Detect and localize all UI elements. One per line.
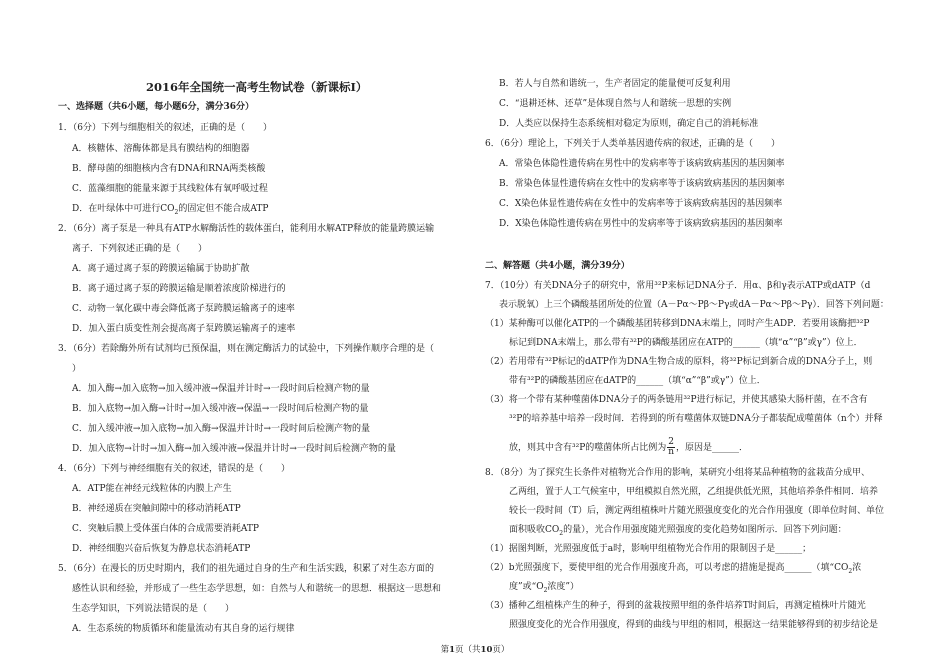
q2-stem-line2: 离子．下列叙述正确的是（ ） — [72, 244, 208, 254]
q1-stem: 1．（6分）下列与细胞相关的叙述，正确的是（ ） — [58, 123, 272, 133]
q5-option-d: D．人类应以保持生态系统相对稳定为原则，确定自己的消耗标准 — [499, 119, 759, 129]
q5-option-c: C．“退耕还林、还草”是体现自然与人和谐统一思想的实例 — [499, 99, 732, 109]
q1-option-c: C．蓝藻细胞的能量来源于其线粒体有氧呼吸过程 — [72, 184, 268, 194]
fraction: $\frac{2}{n}$ — [668, 437, 675, 457]
q1-option-d: D．在叶绿体中可进行$CO_2$的固定但不能合成ATP — [72, 204, 269, 216]
q4-stem: 4．（6分）下列与神经细胞有关的叙述，错误的是（ ） — [58, 464, 290, 474]
q7-line8: ³²P的培养基中培养一段时间．若得到的所有噬菌体双链DNA分子都装配成噬菌体（n个）并释 — [509, 414, 883, 424]
q6-option-b: B．常染色体显性遗传病在女性中的发病率等于该病致病基因的基因频率 — [499, 179, 785, 189]
q8-line4: 面积吸收$CO_2$的量），光合作用强度随光照强度的变化趋势如图所示．回答下列问题： — [509, 525, 847, 537]
q5-stem-line2: 感性认识和经验，并形成了一些生态学思想，如：自然与人和谐统一的思想．根据这一思想和 — [72, 584, 442, 594]
q2-option-d: D．加入蛋白质变性剂会提高离子泵跨膜运输离子的速率 — [72, 324, 296, 334]
q7-line6: 带有³²P的磷酸基团应在dATP的______（填“α”“β”或γ”）位上． — [509, 376, 766, 386]
q5-option-b: B．若人与自然和谐统一，生产者固定的能量便可反复利用 — [499, 79, 731, 89]
q2-option-a: A．离子通过离子泵的跨膜运输属于协助扩散 — [72, 264, 250, 274]
q2-option-b: B．离子通过离子泵的跨膜运输是顺着浓度阶梯进行的 — [72, 284, 286, 294]
q8-line9: 照强度变化的光合作用强度，得到的曲线与甲组的相同，根据这一结果能够得到的初步结论是 — [509, 620, 879, 630]
q3-stem-line2: ） — [72, 364, 82, 374]
q2-stem-line1: 2．（6分）离子泵是一种具有ATP水解酶活性的载体蛋白，能利用水解ATP释放的能量跨膜运输 — [58, 224, 435, 234]
q2-option-c: C．动物一氧化碳中毒会降低离子泵跨膜运输离子的速率 — [72, 304, 295, 314]
q6-option-c: C．X染色体显性遗传病在女性中的发病率等于该病致病基因的基因频率 — [499, 199, 783, 209]
q3-option-a: A．加入酶→加入底物→加入缓冲液→保温并计时→一段时间后检测产物的量 — [72, 384, 370, 394]
q8-line5: （1）据图判断，光照强度低于a时，影响甲组植物光合作用的限制因子是______； — [485, 544, 812, 554]
q7-line9: 放，则其中含有³²P的噬菌体所占比例为 $\frac{2}{n}$ ，原因是______． — [509, 437, 749, 457]
q6-stem: 6．（6分）理论上，下列关于人类单基因遗传病的叙述，正确的是（ ） — [485, 139, 780, 149]
q3-option-d: D．加入底物→计时→加入酶→加入缓冲液→保温并计时→一段时间后检测产物的量 — [72, 444, 396, 454]
q6-option-a: A．常染色体隐性遗传病在男性中的发病率等于该病致病基因的基因频率 — [499, 159, 785, 169]
q4-option-b: B．神经递质在突触间隙中的移动消耗ATP — [72, 504, 241, 514]
section2-heading: 二、解答题（共4小题，满分39分） — [485, 261, 630, 271]
q3-option-c: C．加入缓冲液→加入底物→加入酶→保温并计时→一段时间后检测产物的量 — [72, 424, 371, 434]
q3-option-b: B．加入底物→加入酶→计时→加入缓冲液→保温→一段时间后检测产物的量 — [72, 404, 369, 414]
q1-option-a: A．核糖体、溶酶体都是具有膜结构的细胞器 — [72, 144, 250, 154]
q7-line3: （1）某种酶可以催化ATP的一个磷酸基团转移到DNA末端上，同时产生ADP．若要用该酶把³²P — [485, 319, 870, 329]
q7-line7: （3）将一个带有某种噬菌体DNA分子的两条链用³²P进行标记，并使其感染大肠杆菌，在不含有 — [485, 395, 868, 405]
q4-option-c: C．突触后膜上受体蛋白体的合成需要消耗ATP — [72, 524, 259, 534]
q4-option-d: D．神经细胞兴奋后恢复为静息状态消耗ATP — [72, 544, 251, 554]
q7-line1: 7．（10分）有关DNA分子的研究中，常用³²P来标记DNA分子．用α、β和γ表示ATP或dATP（d — [485, 281, 871, 291]
q4-option-a: A．ATP能在神经元线粒体的内膜上产生 — [72, 484, 232, 494]
q6-option-d: D．X染色体隐性遗传病在男性中的发病率等于该病致病基因的基因频率 — [499, 219, 783, 229]
page-title: 2016年全国统一高考生物试卷（新课标Ⅰ） — [146, 80, 368, 94]
q5-option-a: A．生态系统的物质循环和能量流动有其自身的运行规律 — [72, 624, 295, 634]
q8-line3: 较长一段时间（T）后，测定两组植株叶片随光照强度变化的光合作用强度（即单位时间、单位 — [509, 506, 885, 516]
section1-heading: 一、选择题（共6小题，每小题6分，满分36分） — [58, 102, 255, 112]
q8-line8: （3）播种乙组植株产生的种子，得到的盆栽按照甲组的条件培养T时间后，再测定植株叶片随光 — [485, 601, 866, 611]
q7-line4: 标记到DNA末端上，那么带有³²P的磷酸基团应在ATP的______（填“α”“β”或γ”）位上． — [509, 338, 863, 348]
q5-stem-line1: 5．（6分）在漫长的历史时期内，我们的祖先通过自身的生产和生活实践，积累了对生态方面的 — [58, 564, 434, 574]
q5-stem-line3: 生态学知识，下列说法错误的是（ ） — [72, 604, 235, 614]
q8-line1: 8．（8分）为了探究生长条件对植物光合作用的影响，某研究小组将某品种植物的盆栽苗分成甲、 — [485, 468, 870, 478]
q1-option-b: B．酵母菌的细胞核内含有DNA和RNA两类核酸 — [72, 164, 266, 174]
q8-line7: 度”或“$O_2$浓度”） — [509, 582, 580, 594]
page-footer: 第1页（共10页） — [440, 645, 510, 655]
q8-line2: 乙两组，置于人工气候室中，甲组模拟自然光照，乙组提供低光照，其他培养条件相同．培养 — [509, 487, 879, 497]
q8-line6: （2）b光照强度下，要使甲组的光合作用强度升高，可以考虑的措施是提高______（填“$CO_2$浓 — [485, 563, 862, 575]
q7-line5: （2）若用带有³²P标记的dATP作为DNA生物合成的原料，将³²P标记到新合成的DNA分子上，则 — [485, 357, 873, 367]
q7-line2: 表示脱氧）上三个磷酸基团所处的位置（A－Pα～Pβ～Pγ或dA－Pα～Pβ～Pγ）．回答下列问题： — [499, 300, 889, 310]
q3-stem-line1: 3．（6分）若除酶外所有试剂均已预保温，则在测定酶活力的试验中，下列操作顺序合理的是（ — [58, 344, 434, 354]
